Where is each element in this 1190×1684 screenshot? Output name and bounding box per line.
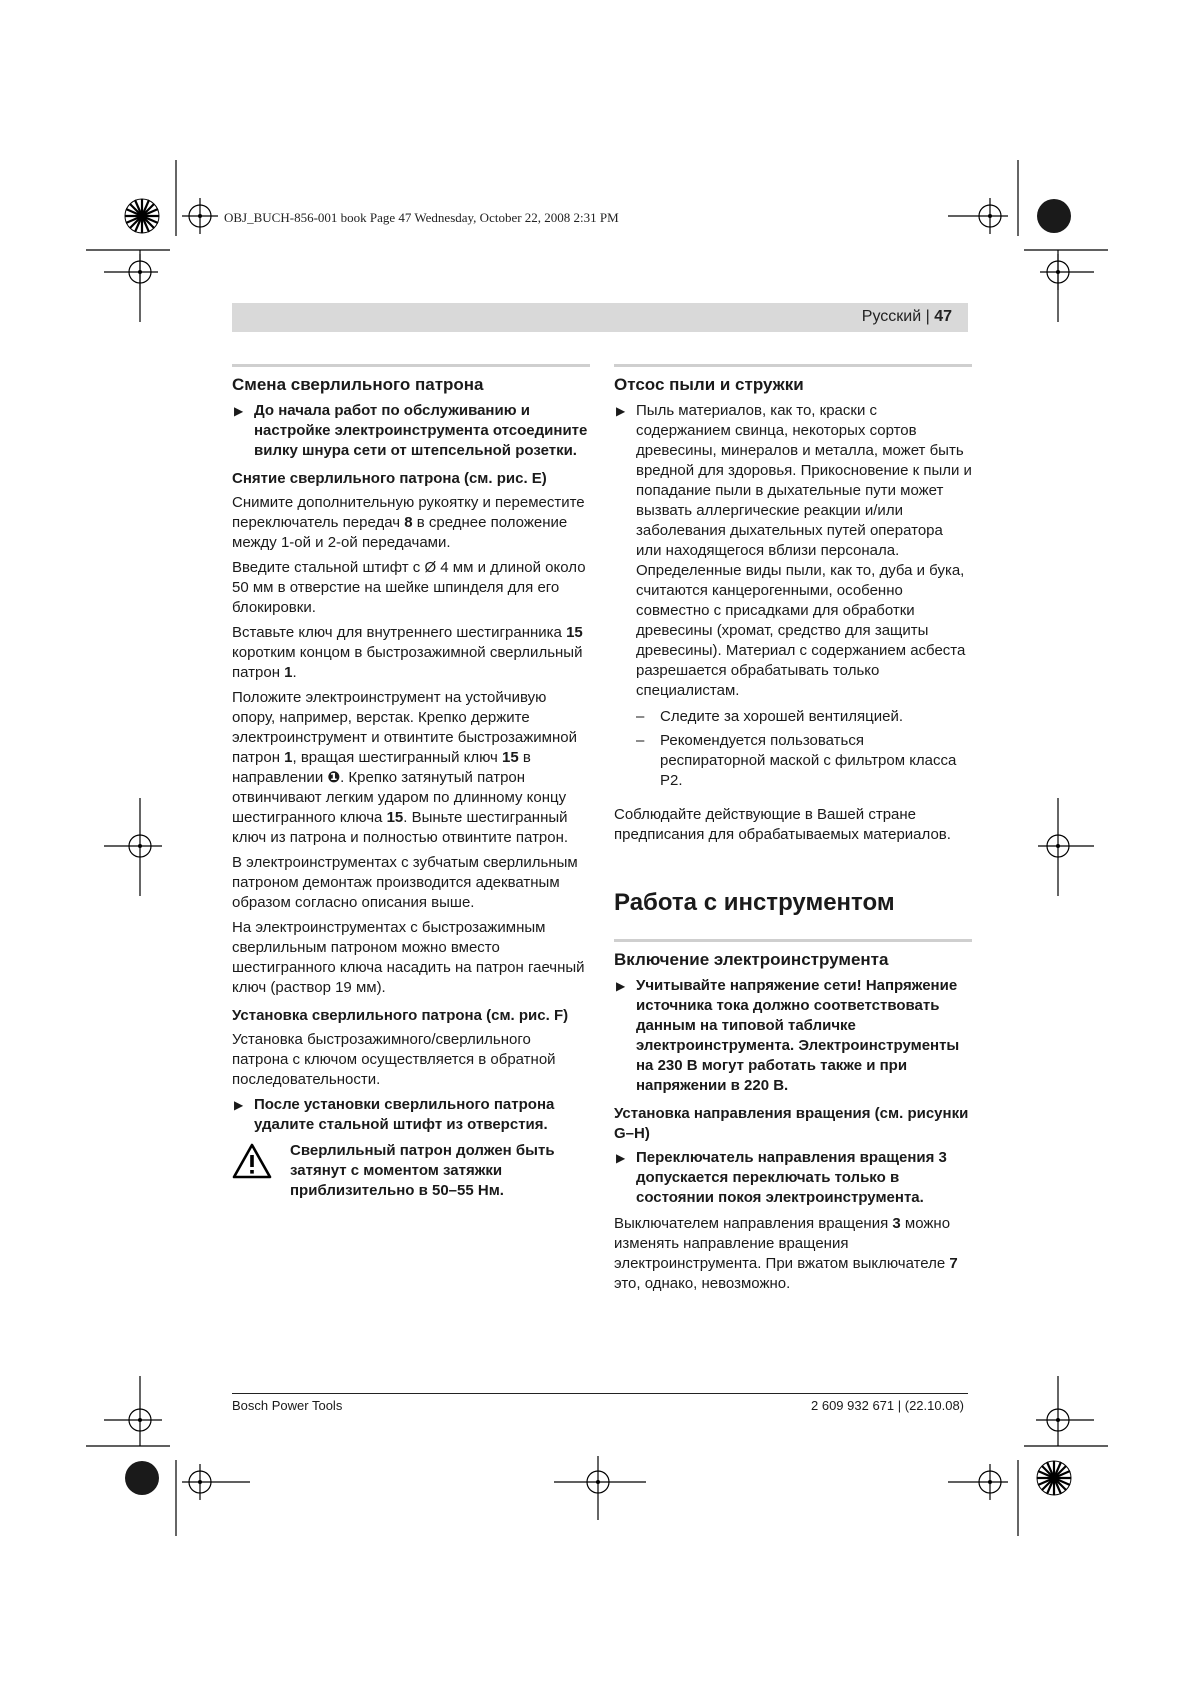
right-column [614, 364, 972, 1299]
rotation-bullet [614, 1148, 972, 1208]
subsection-title-removal: Снятие сверлильного патрона (см. рис. E) [232, 470, 547, 487]
paragraph-rotation: Выключателем направления вращения 3 можно изменять направление вращения электроинструмента. При вжатом выключателе 7 это, однако, невозможно. [614, 1215, 958, 1292]
dust-bullet [614, 401, 972, 701]
paragraph-removal-1: Снимите дополнительную рукоятку и переместите переключатель передач 8 в среднее положение между 1-ой и 2-ой передачами. [232, 494, 585, 551]
footer-doc-number: 2 609 932 671 | (22.10.08) [811, 1398, 964, 1413]
paragraph-removal-4: Положите электроинструмент на устойчивую опору, например, верстак. Крепко держите электроинструмент и отвинтите быстрозажимной патрон 1, вращая шестигранный ключ 15 в направлении ❶. Крепко затянутый патрон отвинчивают легким ударом по длинному концу шестигранного ключа 15. Выньте шестигранный ключ из патрона и полностью отвинтите патрон. [232, 689, 577, 846]
footer-brand: Bosch Power Tools [232, 1398, 343, 1413]
section-title-dust: Отсос пыли и стружки [614, 375, 804, 394]
paragraph-removal-6: На электроинструментах с быстрозажимным сверлильным патроном можно вместо шестигранного ключа насадить на патрон гаечный ключ (раствор 19 мм). [232, 919, 585, 996]
section-rule [232, 364, 590, 367]
paragraph-install: Установка быстрозажимного/сверлильного патрона с ключом осуществляется в обратной последовательности. [232, 1031, 556, 1088]
section-title-chuck-change: Смена сверлильного патрона [232, 375, 484, 394]
voltage-bullet [614, 976, 972, 1096]
dash-item-ventilation: – Следите за хорошей вентиляцией. [636, 708, 904, 725]
safety-bullet-text: До начала работ по обслуживанию и настройке электроинструмента отсоедините вилку шнура сети от штепсельной розетки. [254, 402, 588, 459]
paragraph-regulations: Соблюдайте действующие в Вашей стране предписания для обрабатываемых материалов. [614, 806, 951, 843]
page-header-text: Русский | 47 [861, 308, 952, 325]
header-language: Русский [861, 308, 922, 325]
caution-note [232, 1141, 590, 1201]
bullet-triangle-icon: ▶ [616, 1151, 626, 1165]
bullet-triangle-icon: ▶ [616, 979, 626, 993]
bullet-triangle-icon: ▶ [234, 1098, 244, 1112]
print-info-line: OBJ_BUCH-856-001 book Page 47 Wednesday, October 22, 2008 2:31 PM [224, 210, 619, 225]
bullet-triangle-icon: ▶ [234, 404, 244, 418]
voltage-bullet-text: Учитывайте напряжение сети! Напряжение источника тока должно соответствовать данным на типовой табличке электроинструмента. Электроинструменты на 230 В могут работать также и при напряжении в 220 В. [636, 977, 960, 1094]
section-rule [614, 939, 972, 942]
paragraph-removal-5: В электроинструментах с зубчатым сверлильным патроном демонтаж производится адекватным образом согласно описания выше. [232, 854, 578, 911]
paragraph-removal-2: Введите стальной штифт с Ø 4 мм и длиной около 50 мм в отверстие на шейке шпинделя для его блокировки. [232, 559, 586, 616]
caution-text: Сверлильный патрон должен быть затянут с моментом затяжки приблизительно в 50–55 Нм. [290, 1142, 555, 1199]
subsection-title-rotation: Установка направления вращения (см. рисунки G–H) [614, 1105, 969, 1142]
warning-triangle-icon [232, 1143, 272, 1179]
section-rule [614, 364, 972, 367]
rotation-bullet-text: Переключатель направления вращения 3 допускается переключать только в состоянии покоя электроинструмента. [636, 1149, 947, 1206]
section-title-switch-on: Включение электроинструмента [614, 950, 889, 969]
dash-item-mask: – Рекомендуется пользоваться респираторной маской с фильтром класса P2. [636, 732, 957, 789]
chapter-title-operation: Работа с инструментом [614, 889, 895, 916]
safety-bullet [232, 401, 590, 461]
install-bullet [232, 1095, 590, 1135]
footer-rule [232, 1393, 968, 1394]
dust-bullet-text: Пыль материалов, как то, краски с содержанием свинца, некоторых сортов древесины, минералов и металла, может быть вредной для здоровья. Прикосновение к пыли и попадание пыли в дыхательные пути может вызвать аллергические реакции и/или заболевания дыхательных путей оператора или находящегося вблизи персонала. Определенные виды пыли, как то, дуба и бука, считаются канцерогенными, особенно совместно с присадками для обработки древесины (хромат, средство для защиты древесины). Материал с содержанием асбеста разрешается обрабатывать только специалистам. [636, 402, 972, 699]
install-bullet-text: После установки сверлильного патрона удалите стальной штифт из отверстия. [254, 1096, 555, 1133]
paragraph-removal-3: Вставьте ключ для внутреннего шестигранника 15 коротким концом в быстрозажимной сверлильный патрон 1. [232, 624, 583, 681]
header-page-number: 47 [934, 308, 952, 325]
left-column [232, 364, 590, 1201]
bullet-triangle-icon: ▶ [616, 404, 626, 418]
page-header-bar [232, 303, 968, 332]
subsection-title-install: Установка сверлильного патрона (см. рис. F) [232, 1007, 569, 1024]
